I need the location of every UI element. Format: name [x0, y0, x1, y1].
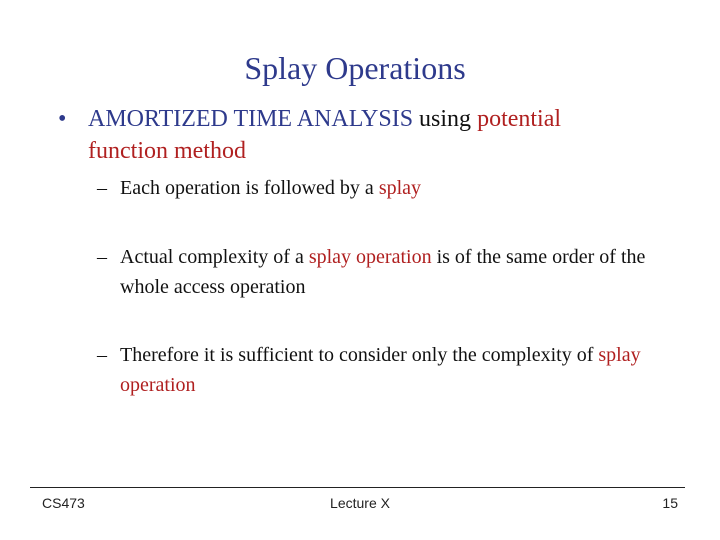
- amortized-time-analysis-text: AMORTIZED TIME ANALYSIS: [88, 106, 414, 132]
- subpoint-marker: –: [97, 177, 107, 199]
- footer-divider: [30, 487, 685, 488]
- subpoint-2-part1: Actual complexity of a: [120, 246, 309, 268]
- potential-text: potential: [477, 106, 562, 132]
- footer-page-number: 15: [662, 495, 678, 511]
- using-text: using: [413, 106, 478, 132]
- subpoint-marker: –: [97, 344, 107, 366]
- subpoint-1: [97, 173, 657, 203]
- main-bullet-text: [88, 103, 678, 167]
- subpoint-3: [97, 340, 657, 400]
- slide-title: Splay Operations: [244, 50, 466, 86]
- subpoint-1-text: [120, 173, 657, 203]
- subpoint-3-part2: splay operation: [120, 344, 641, 396]
- footer-lecture: Lecture X: [330, 495, 390, 511]
- function-method-text: function method: [88, 138, 246, 164]
- subpoint-2-part3: is of the same order of the whole access operation: [120, 246, 646, 298]
- subpoint-1-part2: splay: [378, 177, 422, 199]
- subpoint-marker: –: [97, 246, 107, 268]
- subpoint-1-part1: Each operation is followed by a: [120, 177, 379, 199]
- subpoint-2: [97, 242, 657, 302]
- subpoint-3-part1: Therefore it is sufficient to consider only the complexity of: [120, 344, 599, 366]
- bullet-marker: •: [58, 106, 67, 132]
- subpoint-2-part2: splay operation: [308, 246, 432, 268]
- footer-course: CS473: [42, 495, 85, 511]
- main-bullet: [58, 103, 678, 167]
- subpoint-2-text: [120, 242, 657, 302]
- subpoint-3-text: [120, 340, 657, 400]
